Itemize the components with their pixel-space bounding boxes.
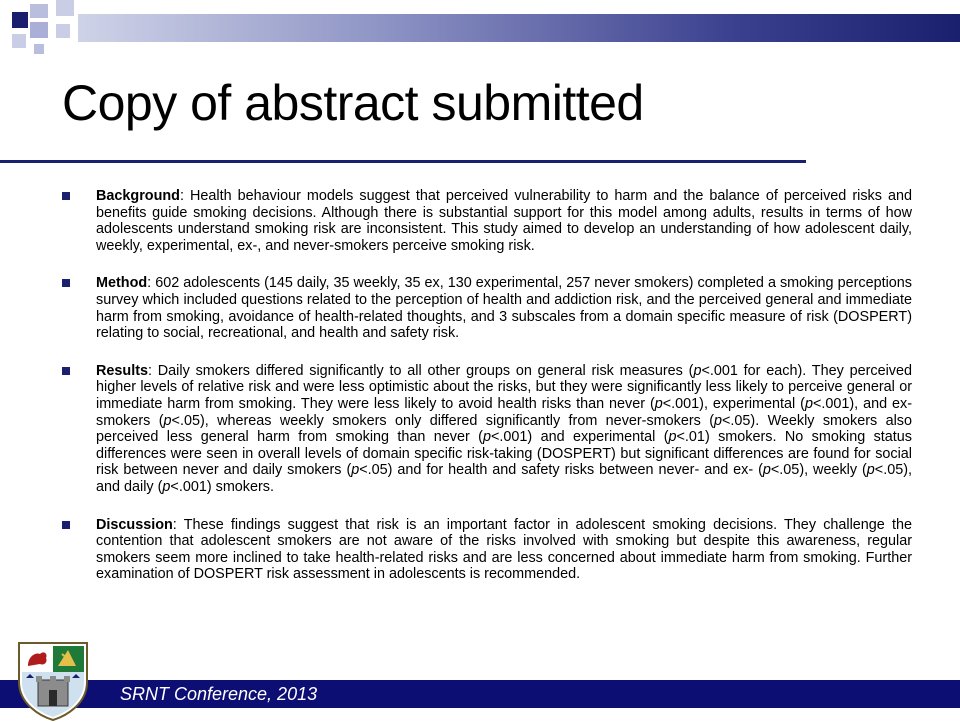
decor-square-1 (12, 12, 28, 28)
section-text: <.001), experimental ( (662, 395, 805, 412)
footer-bar (0, 680, 960, 708)
section-text: <.001) smokers. (170, 478, 274, 495)
section-text: Daily smokers differed significantly to all other groups on general risk measures ( (151, 362, 694, 379)
section-text: <.01) smokers. No smoking status differences were seen in overall levels of domain specific risk-taking (DOSPERT) but significant differences are found for social risk between never and daily smokers ( (96, 429, 912, 479)
italic-stat-symbol: p (804, 395, 813, 412)
decor-square-7 (34, 44, 44, 54)
university-crest-logo (16, 640, 90, 722)
section-text: <.001 for each). They perceived higher levels of relative risk and were less optimistic about the risks, but they were significantly less likely to perceive general or immediate harm from smoking. They were less likely to avoid health risks than never ( (96, 362, 913, 412)
section-label: Method (96, 275, 148, 292)
abstract-section-background (62, 188, 912, 254)
header-gradient-band (78, 14, 960, 42)
section-text: These findings suggest that risk is an important factor in adolescent smoking decisions. They challenge the contention that adolescent smokers are not aware of the risks involved with smoking but despite this awareness, regular smokers seem more inclined to take health-related risks and are less concerned about immediate harm from smoking. Further examination of DOSPERT risk assessment in adolescents is recommended. (96, 516, 912, 583)
section-label: Background (96, 188, 180, 204)
section-label-separator: : (147, 275, 152, 292)
bullet-square-icon (62, 279, 70, 287)
section-text: <.001) and experimental ( (490, 429, 669, 446)
abstract-body (62, 188, 912, 604)
italic-stat-symbol: p (163, 412, 172, 429)
italic-stat-symbol: p (654, 395, 663, 412)
section-text: Health behaviour models suggest that perceived vulnerability to harm and the balance of perceived risks and benefits guide smoking decisions. Although there is substantial support for this model among adults, results in terms of how adolescents understand smoking risk are inconsistent. This study aimed to develop an understanding of how adolescent daily, weekly, experimental, ex-, and never-smokers perceive smoking risk. (96, 188, 912, 254)
italic-stat-symbol: p (866, 462, 875, 479)
section-label-separator: : (172, 516, 177, 533)
abstract-section-results (62, 363, 912, 496)
decor-square-2 (30, 4, 48, 18)
section-label-separator: : (179, 188, 184, 204)
italic-stat-symbol: p (693, 362, 702, 379)
bullet-square-icon (62, 521, 70, 529)
decor-square-3 (56, 0, 74, 16)
section-label-separator: : (147, 362, 152, 379)
section-text: <.05) and for health and safety risks between never- and ex- ( (359, 462, 763, 479)
italic-stat-symbol: p (668, 429, 677, 446)
section-text: <.05), and daily ( (96, 462, 912, 495)
decor-square-5 (56, 24, 70, 38)
footer-text: SRNT Conference, 2013 (120, 684, 318, 704)
slide-title: Copy of abstract submitted (62, 75, 644, 131)
section-text: <.05). Weekly smokers also perceived less general harm from smoking than never ( (96, 412, 912, 446)
section-label: Discussion (96, 516, 173, 533)
italic-stat-symbol: p (482, 429, 491, 446)
section-text: 602 adolescents (145 daily, 35 weekly, 35 ex, 130 experimental, 257 never smokers) completed a smoking perceptions survey which included questions related to the perception of health and addiction risk, and the perceived general and immediate harm from smoking, avoidance of health-related thoughts, and 3 subscales from a domain specific measure of risk (DOSPERT) relating to social, recreational, and health and safety risk. (96, 275, 912, 342)
title-underline (0, 160, 806, 163)
decor-square-6 (12, 34, 26, 48)
abstract-section-method (62, 275, 912, 341)
bullet-square-icon (62, 367, 70, 375)
abstract-section-discussion (62, 517, 912, 583)
section-text: <.05), whereas weekly smokers only differed significantly from never-smokers ( (171, 412, 714, 429)
section-text: <.001), and ex-smokers ( (96, 395, 912, 429)
decor-square-4 (30, 22, 48, 38)
italic-stat-symbol: p (162, 478, 171, 495)
bullet-square-icon (62, 192, 70, 200)
italic-stat-symbol: p (714, 412, 723, 429)
italic-stat-symbol: p (762, 462, 771, 479)
section-label: Results (96, 362, 148, 379)
section-text: <.05), weekly ( (770, 462, 867, 479)
italic-stat-symbol: p (351, 462, 360, 479)
